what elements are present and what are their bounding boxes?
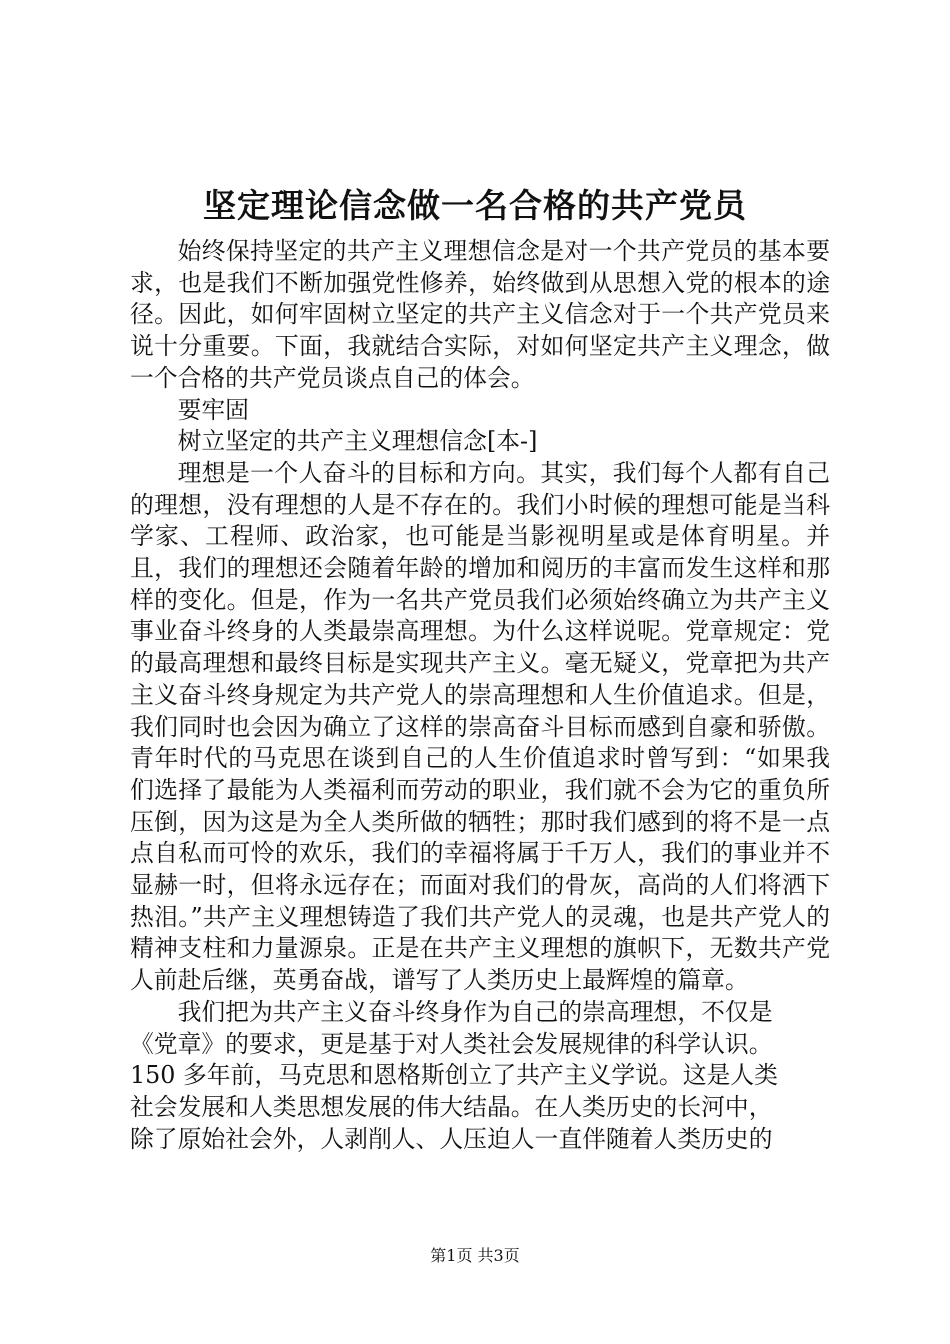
paragraph-line: 我们把为共产主义奋斗终身作为自己的崇高理想，不仅是 [177,997,773,1026]
document-body [130,236,830,1155]
document-title: 坚定理论信念做一名合格的共产党员 [203,186,747,225]
page-number-footer: 第1页 共3页 [430,1246,520,1265]
paragraph-line: 社会发展和人类思想发展的伟大结晶。在人类历史的长河中， [130,1092,773,1121]
paragraph-heading-part-1: 要牢固 [177,395,249,424]
paragraph-communism [130,997,830,1156]
paragraph-line: 《党章》的要求，更是基于对人类社会发展规律的科学认识。 [130,1029,773,1058]
paragraph-line: 除了原始社会外，人剥削人、人压迫人一直伴随着人类历史的 [130,1124,773,1153]
paragraph-line: 150 多年前，马克思和恩格斯创立了共产主义学说。这是人类 [130,1061,778,1090]
paragraph-ideals: 理想是一个人奋斗的目标和方向。其实，我们每个人都有自己的理想，没有理想的人是不存在的。我们小时候的理想可能是当科学家、工程师、政治家，也可能是当影视明星或是体育明星。并且，我们的理想还会随着年龄的增加和阅历的丰富而发生这样和那样的变化。但是，作为一名共产党员我们必须始终确立为共产主义事业奋斗终身的人类最崇高理想。为什么这样说呢。党章规定：党的最高理想和最终目标是实现共产主义。毫无疑义，党章把为共产主义奋斗终身规定为共产党人的崇高理想和人生价值追求。但是，我们同时也会因为确立了这样的崇高奋斗目标而感到自豪和骄傲。青年时代的马克思在谈到自己的人生价值追求时曾写到：“如果我们选择了最能为人类福利而劳动的职业，我们就不会为它的重负所压倒，因为这是为全人类所做的牺牲；那时我们感到的将不是一点点自私而可怜的欢乐，我们的幸福将属于千万人，我们的事业并不显赫一时，但将永远存在；而面对我们的骨灰，高尚的人们将洒下热泪。”共产主义理想铸造了我们共产党人的灵魂，也是共产党人的精神支柱和力量源泉。正是在共产主义理想的旗帜下，无数共产党人前赴后继，英勇奋战，谱写了人类历史上最辉煌的篇章。 [130,458,830,995]
paragraph-heading-part-2: 树立坚定的共产主义理想信念[本-] [177,427,538,456]
paragraph-intro: 始终保持坚定的共产主义理想信念是对一个共产党员的基本要求，也是我们不断加强党性修养，始终做到从思想入党的根本的途径。因此，如何牢固树立坚定的共产主义信念对于一个共产党员来说十分重要。下面，我就结合实际，对如何坚定共产主义理念，做一个合格的共产党员谈点自己的体会。 [130,237,830,392]
